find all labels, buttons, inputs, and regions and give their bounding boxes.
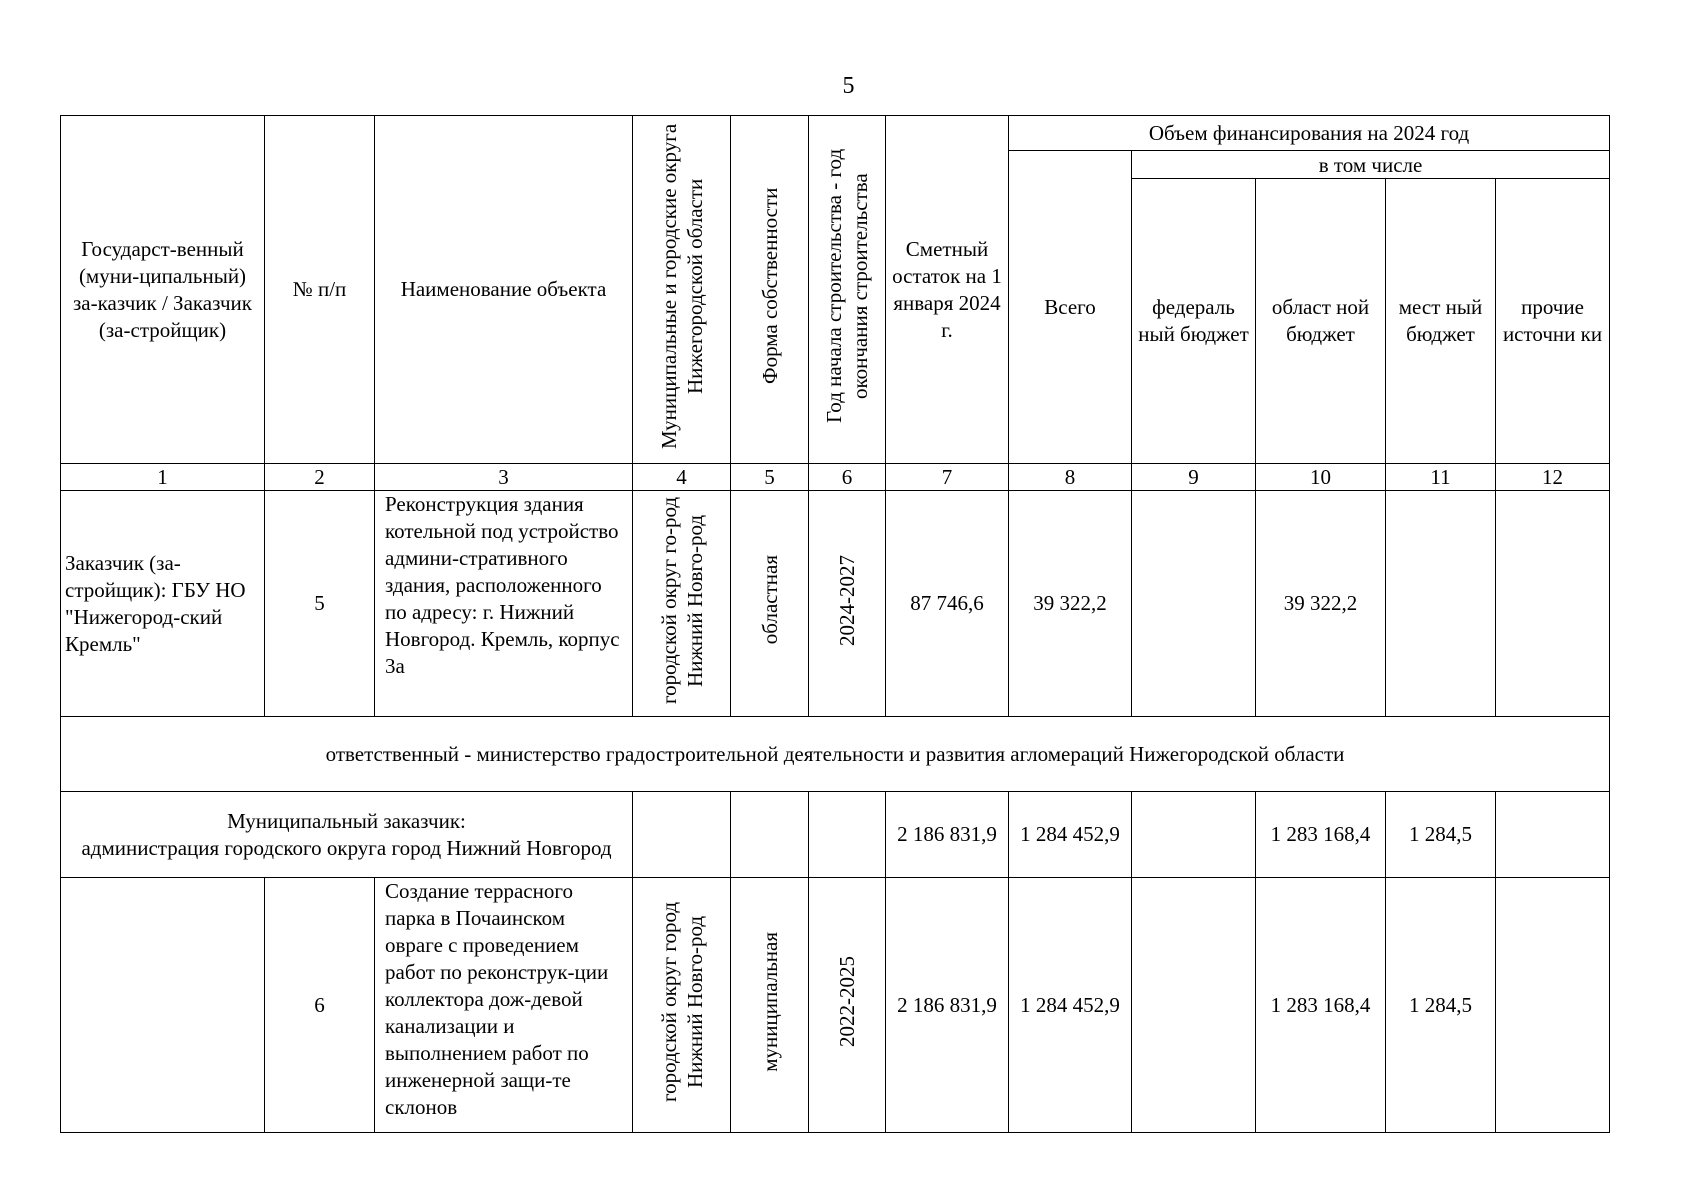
cell-regional: 1 283 168,4 xyxy=(1256,878,1386,1133)
cell-municipality-wrap xyxy=(633,491,731,717)
cell-empty xyxy=(731,792,809,878)
column-number: 8 xyxy=(1009,464,1132,491)
cell-empty xyxy=(633,792,731,878)
cell-total: 1 284 452,9 xyxy=(1009,878,1132,1133)
municipal-customer-line2: администрация городского округа город Нижний Новгород xyxy=(81,835,612,860)
financing-table xyxy=(60,115,1610,1133)
column-number-row xyxy=(61,464,1610,491)
column-number: 10 xyxy=(1256,464,1386,491)
cell-municipality-wrap xyxy=(633,878,731,1133)
cell-years-wrap xyxy=(809,878,886,1133)
cell-ownership-wrap xyxy=(731,491,809,717)
municipal-customer-line1: Муниципальный заказчик: xyxy=(227,808,466,833)
cell-total: 1 284 452,9 xyxy=(1009,792,1132,878)
column-number: 6 xyxy=(809,464,886,491)
header-row-1 xyxy=(61,116,1610,151)
cell-other xyxy=(1496,878,1610,1133)
table-row-kremlin xyxy=(61,491,1610,717)
cell-local xyxy=(1386,491,1496,717)
cell-other xyxy=(1496,792,1610,878)
cell-municipality: городской округ го-род Нижний Новго-род xyxy=(656,496,707,704)
cell-years: 2024-2027 xyxy=(835,554,859,646)
responsible-row xyxy=(61,717,1610,792)
header-num: № п/п xyxy=(265,116,375,464)
cell-object-name: Реконструкция здания котельной под устройство админи-стративного здания, расположенного по адресу: г. Нижний Новгород. Кремль, корпус 3а xyxy=(375,491,633,717)
responsible-text: ответственный - министерство градостроительной деятельности и развития агломераций Нижегородской области xyxy=(61,717,1610,792)
cell-empty xyxy=(809,792,886,878)
column-number: 5 xyxy=(731,464,809,491)
header-customer: Государст-венный (муни-ципальный) за-казчик / Заказчик (за-стройщик) xyxy=(61,116,265,464)
cell-object-name: Создание террасного парка в Почаинском овраге с проведением работ по реконструк-ции коллектора дож-девой канализации и выполнением работ по инженерной защи-те склонов xyxy=(375,878,633,1133)
header-local: мест ный бюджет xyxy=(1386,179,1496,464)
cell-num: 6 xyxy=(265,878,375,1133)
cell-other xyxy=(1496,491,1610,717)
column-number: 2 xyxy=(265,464,375,491)
header-object-name: Наименование объекта xyxy=(375,116,633,464)
header-years: Год начала строительства - год окончания строительства xyxy=(822,148,872,424)
column-number: 11 xyxy=(1386,464,1496,491)
header-including: в том числе xyxy=(1132,151,1610,179)
column-number: 1 xyxy=(61,464,265,491)
header-total: Всего xyxy=(1009,151,1132,464)
cell-years-wrap xyxy=(809,491,886,717)
table-row-municipal-customer xyxy=(61,792,1610,878)
header-balance: Сметный остаток на 1 января 2024 г. xyxy=(886,116,1009,464)
cell-local: 1 284,5 xyxy=(1386,792,1496,878)
column-number: 3 xyxy=(375,464,633,491)
header-years-cell xyxy=(809,116,886,464)
cell-ownership: областная xyxy=(757,555,782,645)
cell-municipality: городской округ город Нижний Новго-род xyxy=(656,901,707,1102)
header-other: прочие источни ки xyxy=(1496,179,1610,464)
cell-regional: 39 322,2 xyxy=(1256,491,1386,717)
cell-customer xyxy=(61,878,265,1133)
cell-ownership-wrap xyxy=(731,878,809,1133)
column-number: 4 xyxy=(633,464,731,491)
cell-local: 1 284,5 xyxy=(1386,878,1496,1133)
cell-regional: 1 283 168,4 xyxy=(1256,792,1386,878)
cell-municipal-customer xyxy=(61,792,633,878)
header-ownership: Форма собственности xyxy=(757,187,782,385)
header-municipality: Муниципальные и городские округа Нижегородской области xyxy=(656,123,707,449)
table-row-park xyxy=(61,878,1610,1133)
cell-balance: 87 746,6 xyxy=(886,491,1009,717)
header-municipality-cell xyxy=(633,116,731,464)
page-number: 5 xyxy=(842,73,855,99)
header-ownership-cell xyxy=(731,116,809,464)
cell-federal xyxy=(1132,878,1256,1133)
column-number: 7 xyxy=(886,464,1009,491)
header-federal: федераль ный бюджет xyxy=(1132,179,1256,464)
cell-total: 39 322,2 xyxy=(1009,491,1132,717)
cell-ownership: муниципальная xyxy=(757,931,782,1072)
cell-num: 5 xyxy=(265,491,375,717)
header-regional: област ной бюджет xyxy=(1256,179,1386,464)
cell-years: 2022-2025 xyxy=(835,956,859,1047)
cell-balance: 2 186 831,9 xyxy=(886,792,1009,878)
column-number: 12 xyxy=(1496,464,1610,491)
cell-balance: 2 186 831,9 xyxy=(886,878,1009,1133)
cell-federal xyxy=(1132,792,1256,878)
cell-federal xyxy=(1132,491,1256,717)
column-number: 9 xyxy=(1132,464,1256,491)
cell-customer: Заказчик (за-стройщик): ГБУ НО "Нижегород-ский Кремль" xyxy=(61,491,265,717)
header-funding-2024: Объем финансирования на 2024 год xyxy=(1009,116,1610,151)
